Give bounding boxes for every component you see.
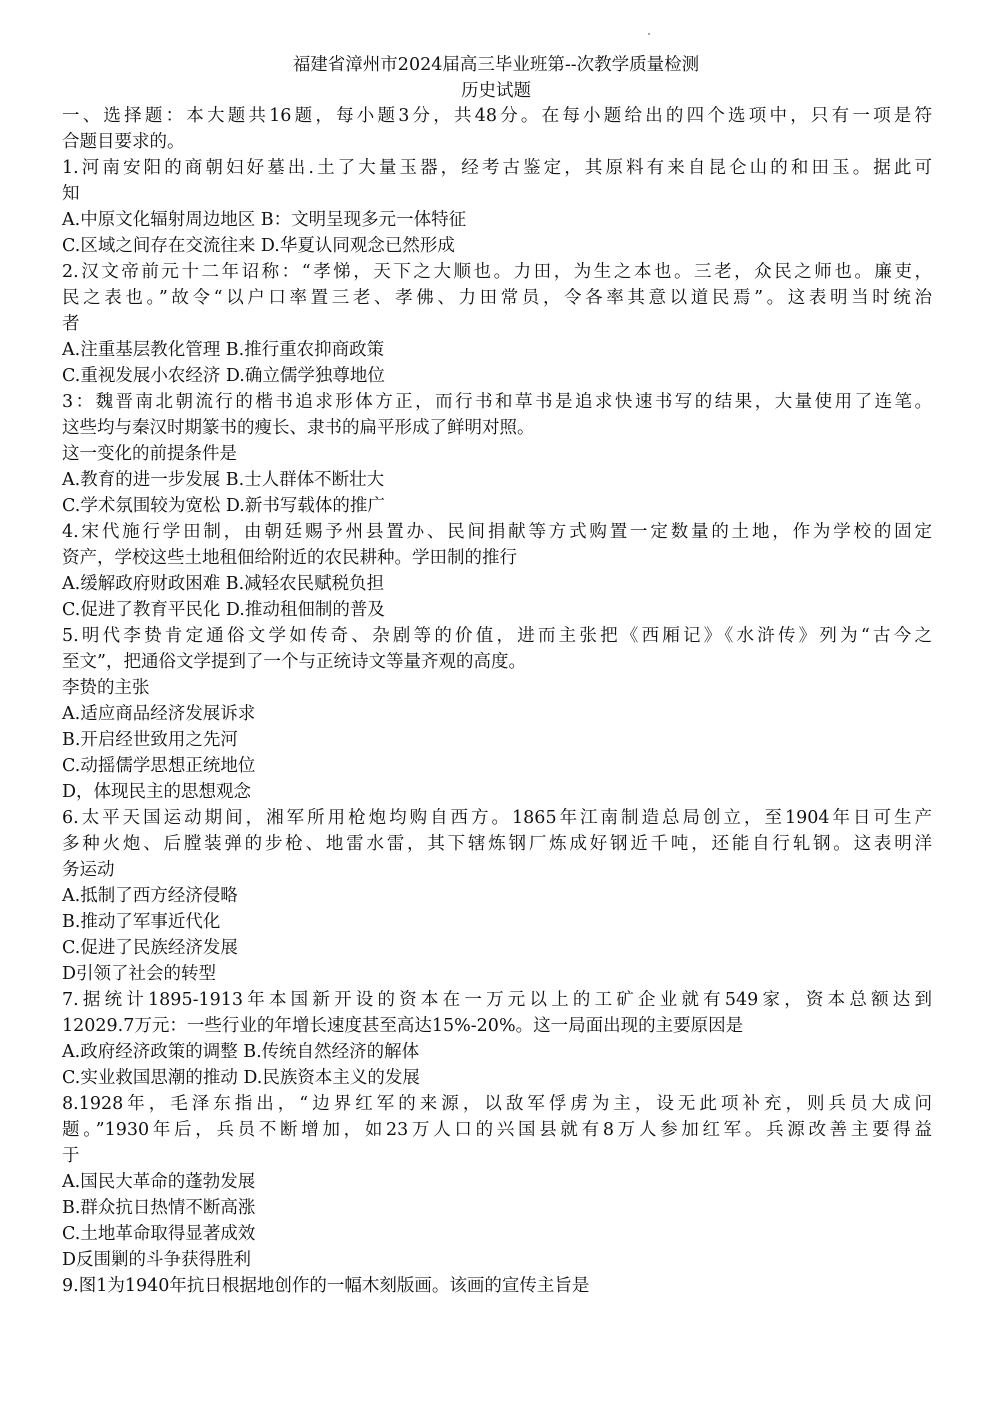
- question-5-option-c: C.动摇儒学思想正统地位: [62, 756, 256, 776]
- scan-speck: [648, 33, 650, 35]
- exam-subtitle: 历史试题: [461, 81, 531, 101]
- question-1-options-ab: A.中原文化辐射周边地区 B：文明呈现多元一体特征: [62, 210, 467, 230]
- question-9-stem: 9.图1为1940年抗日根据地创作的一幅木刻版画。该画的宣传主旨是: [62, 1276, 590, 1296]
- question-5-option-b: B.开启经世致用之先河: [62, 730, 238, 750]
- question-8-stem-end: 于: [62, 1146, 80, 1166]
- question-2-stem: 2.汉文帝前元十二年诏称：“孝悌，天下之大顺也。力田，为生之本也。三老，众民之师也。廉吏，: [62, 262, 932, 282]
- question-6-option-b: B.推动了军事近代化: [62, 912, 221, 932]
- question-8-stem-cont: 题。”1930年后，兵员不断增加，如23万人口的兴国县就有8万人参加红军。兵源改善主要得益: [62, 1120, 932, 1140]
- question-2-stem-end: 者: [62, 314, 80, 334]
- question-4-stem-cont: 资产，学校这些土地租佃给附近的农民耕种。学田制的推行: [62, 548, 517, 568]
- question-5-option-a: A.适应商品经济发展诉求: [62, 704, 256, 724]
- question-8-option-c: C.土地革命取得显著成效: [62, 1224, 256, 1244]
- question-7-stem: 7.据统计1895-1913年本国新开设的资本在一万元以上的工矿企业就有549家，资本总额达到: [62, 990, 932, 1010]
- question-3-prompt: 这一变化的前提条件是: [62, 444, 237, 464]
- section-instructions-cont: 合题目要求的。: [62, 132, 185, 152]
- question-6-option-a: A.抵制了西方经济侵略: [62, 886, 238, 906]
- question-6-stem: 6.太平天国运动期间，湘军所用枪炮均购自西方。1865年江南制造总局创立，至1904年日可生产: [62, 808, 932, 828]
- question-3-options-cd: C.学术氛围较为宽松 D.新书写载体的推广: [62, 496, 385, 516]
- question-2-stem-cont: 民之表也。”故令“以户口率置三老、孝佛、力田常员，令各率其意以道民焉”。这表明当时统治: [62, 288, 932, 308]
- question-5-stem: 5.明代李贽肯定通俗文学如传奇、杂剧等的价值，进而主张把《西厢记》《水浒传》列为“古今之: [62, 626, 932, 646]
- question-8-option-d: D反围剿的斗争获得胜利: [62, 1250, 252, 1270]
- question-3-stem: 3：魏晋南北朝流行的楷书追求形体方正，而行书和草书是追求快速书写的结果，大量使用了连笔。: [62, 392, 932, 412]
- question-5-option-d: D，体现民主的思想观念: [62, 782, 252, 802]
- question-6-stem-end: 务运动: [62, 860, 115, 880]
- question-6-option-c: C.促进了民族经济发展: [62, 938, 238, 958]
- exam-body: [62, 103, 932, 1299]
- question-2-options-cd: C.重视发展小农经济 D.确立儒学独尊地位: [62, 366, 385, 386]
- question-4-options-ab: A.缓解政府财政困难 B.减轻农民赋税负担: [62, 574, 385, 594]
- question-7-options-cd: C.实业救国思潮的推动 D.民族资本主义的发展: [62, 1068, 420, 1088]
- question-4-options-cd: C.促进了教育平民化 D.推动租佃制的普及: [62, 600, 385, 620]
- question-6-option-d: D引领了社会的转型: [62, 964, 217, 984]
- question-8-option-a: A.国民大革命的蓬勃发展: [62, 1172, 256, 1192]
- question-8-option-b: B.群众抗日热情不断高涨: [62, 1198, 256, 1218]
- question-2-options-ab: A.注重基层教化管理 B.推行重农抑商政策: [62, 340, 385, 360]
- question-6-stem-cont: 多种火炮、后膛装弹的步枪、地雷水雷，其下辖炼钢厂炼成好钢近千吨，还能自行轧钢。这表明洋: [62, 834, 932, 854]
- question-7-options-ab: A.政府经济政策的调整 B.传统自然经济的解体: [62, 1042, 420, 1062]
- question-3-options-ab: A.教育的进一步发展 B.士人群体不断壮大: [62, 470, 385, 490]
- question-5-stem-cont: 至文”，把通俗文学提到了一个与正统诗文等量齐观的高度。: [62, 652, 526, 672]
- question-1-stem: 1.河南安阳的商朝妇好墓出.土了大量玉器，经考古鉴定，其原料有来自昆仑山的和田玉。据此可: [62, 158, 932, 178]
- exam-title: 福建省漳州市2024届高三毕业班第--次教学质量检测: [292, 55, 700, 75]
- question-1-stem-cont: 知: [62, 184, 80, 204]
- question-3-stem-cont: 这些均与秦汉时期篆书的瘦长、隶书的扁平形成了鲜明对照。: [62, 418, 535, 438]
- section-instructions: 一、选择题：本大题共16题，每小题3分，共48分。在每小题给出的四个选项中，只有一项是符: [62, 106, 932, 126]
- question-5-prompt: 李贽的主张: [62, 678, 150, 698]
- question-4-stem: 4.宋代施行学田制，由朝廷赐予州县置办、民间捐献等方式购置一定数量的土地，作为学校的固定: [62, 522, 932, 542]
- question-7-stem-cont: 12029.7万元：一些行业的年增长速度甚至高达15%-20%。这一局面出现的主要原因是: [62, 1016, 744, 1036]
- question-8-stem: 8.1928年，毛泽东指出，“边界红军的来源，以敌军俘虏为主，设无此项补充，则兵员大成问: [62, 1094, 932, 1114]
- question-1-options-cd: C.区域之间存在交流往来 D.华夏认同观念已然形成: [62, 236, 455, 256]
